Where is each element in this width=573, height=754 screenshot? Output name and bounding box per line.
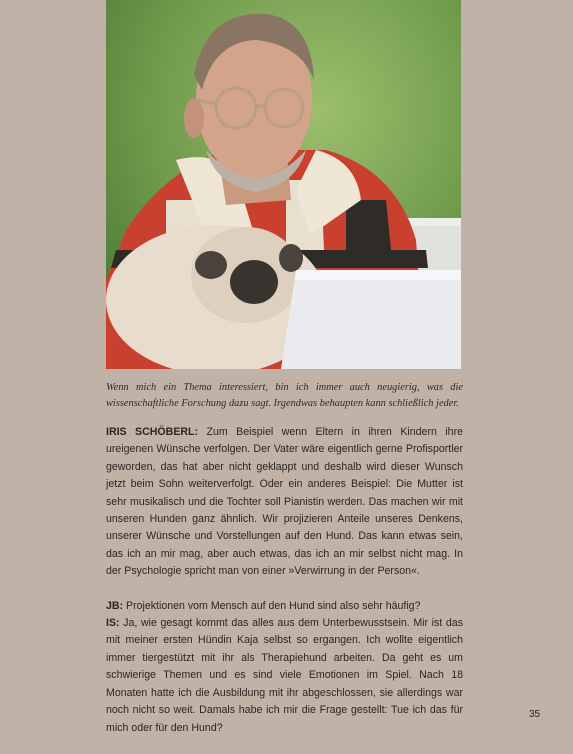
speaker-label: IRIS SCHÖBERL: <box>106 426 199 438</box>
question-paragraph-2 <box>106 598 463 615</box>
question-text: Projektionen vom Mensch auf den Hund sind also sehr häufig? <box>123 599 421 612</box>
portrait-photo <box>106 0 461 369</box>
answer-text: Ja, wie gesagt kommt das alles aus dem Unterbewusstsein. Mir ist das mit meiner ersten Hündin Kaja selbst so ergangen. Ich wollte eigentlich immer tiergestützt mit ihr als Therapiehund arbeiten. Da geht es um schwierige Themen und es sind viele Emotionen im Spiel. Nach 18 Monaten hatte ich die Ausbildung mit ihr abgeschlossen, sie allerdings war noch nicht so weit. Damals habe ich mir die Frage gestellt: Tue ich das für mich oder für den Hund? <box>106 617 463 734</box>
answer-text: Zum Beispiel wenn Eltern in ihren Kindern ihre ureigenen Wünsche verfolgen. Der Vater wäre eigentlich gerne Profisportler geworden, das hat aber nicht geklappt und deshalb wird dieser Wunsch jetzt beim Sohn weiterverfolgt. Oder ein anderes Beispiel: Die Mutter ist sehr musikalisch und die Tochter soll Pianistin werden. Das machen wir mit unseren Hunden ganz ähnlich. Wir projizieren Anteile unseres Denkens, unserer Wünsche und Vorstellungen auf den Hund. Das kann etwas sein, das ich an mir mag, aber auch etwas, das ich an mir selbst nicht mag. In der Psychologie spricht man von einer »Verwirrung in der Person«. <box>106 426 463 578</box>
page-number: 35 <box>529 709 541 720</box>
speaker-label: JB: <box>106 599 124 612</box>
man-with-pug-illustration <box>106 0 461 369</box>
answer-paragraph-1 <box>106 424 463 581</box>
interview-text <box>106 424 463 754</box>
answer-paragraph-2 <box>106 615 463 737</box>
speaker-label: IS: <box>106 617 120 630</box>
photo-caption: Wenn mich ein Thema interessiert, bin ich immer auch neugierig, was die wissenschaftliche Forschung dazu sagt. Irgendwas behaupten kann schließlich jeder. <box>106 382 463 409</box>
